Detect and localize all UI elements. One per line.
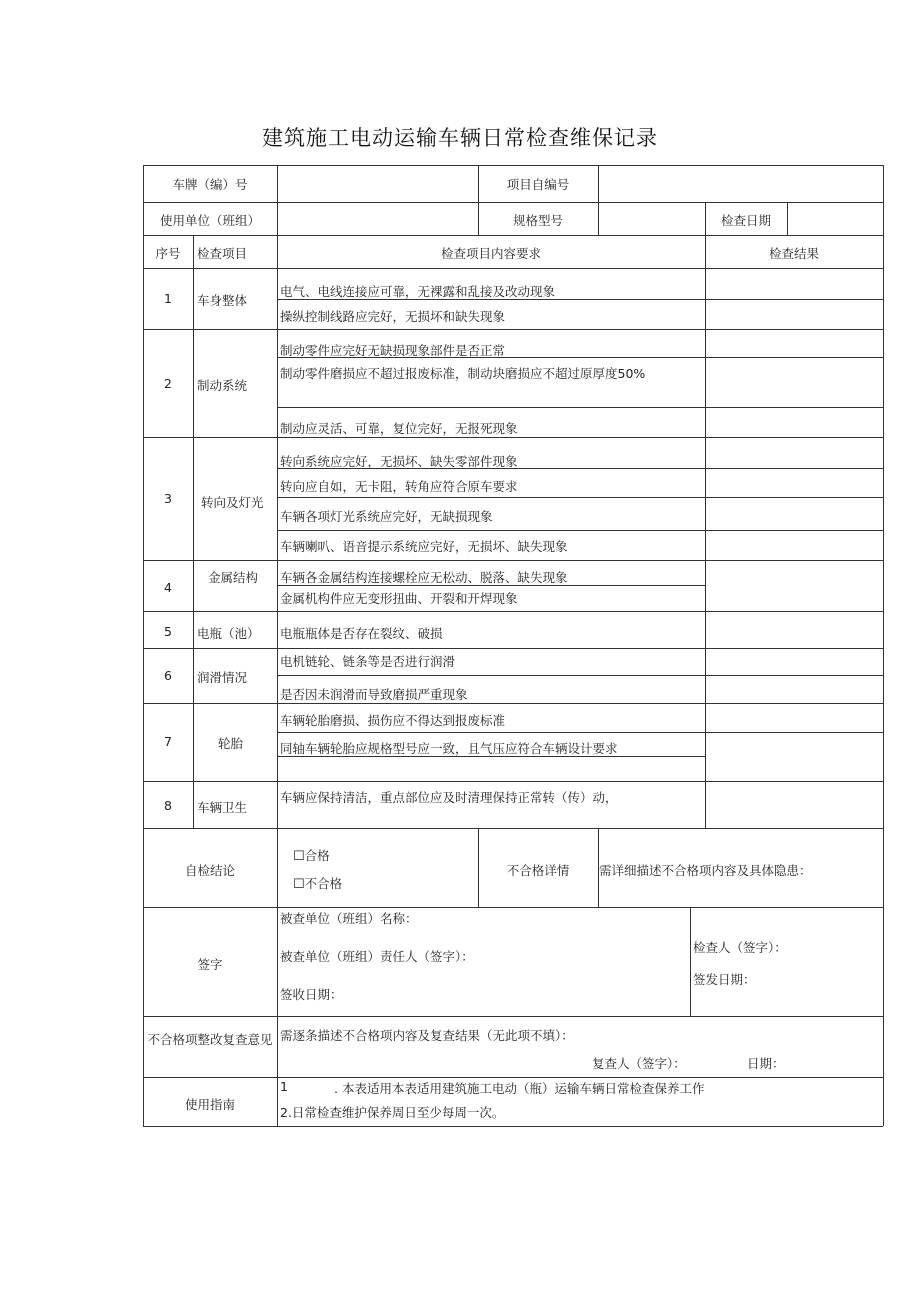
- col-seq: 序号: [155, 246, 181, 261]
- pass-option[interactable]: [293, 846, 330, 864]
- row-8-item: 车辆卫生: [197, 800, 248, 815]
- row-1-req-2: 操纵控制线路应完好，无损坏和缺失现象: [280, 309, 506, 324]
- rectify-reviewer: 复查人（签字）：: [592, 1056, 686, 1071]
- fail-label: 不合格: [304, 876, 343, 891]
- row-3-no: 3: [164, 491, 172, 506]
- plate-label: 车牌（编）号: [172, 177, 248, 192]
- pass-label: 合格: [304, 848, 330, 863]
- date-label: 检查日期: [720, 213, 771, 228]
- project-no-label: 项目自编号: [506, 177, 570, 192]
- row-1-item: 车身整体: [197, 293, 248, 308]
- row-2-req-2: 制动零件磨损应不超过报废标准，制动块磨损应不超过原厚度50%: [280, 366, 646, 381]
- sign-unit-leader: 被查单位（班组）责任人（签字）：: [280, 949, 474, 964]
- rectify-label: 不合格项整改复查意见: [147, 1032, 273, 1047]
- row-2-req-1: 制动零件应完好无缺损现象部件是否正常: [280, 343, 506, 358]
- sign-unit-name: 被查单位（班组）名称：: [280, 911, 418, 926]
- rectify-hint: 需逐条描述不合格项内容及复查结果（无此项不填）：: [280, 1028, 574, 1043]
- row-5-item: 电瓶（池）: [197, 626, 260, 641]
- row-4-no: 4: [164, 580, 172, 595]
- col-content: 检查项目内容要求: [440, 246, 541, 261]
- row-7-no: 7: [164, 734, 172, 749]
- row-6-no: 6: [164, 668, 172, 683]
- row-2-no: 2: [164, 376, 172, 391]
- row-1-req-1: 电气、电线连接应可靠，无裸露和乱接及改动现象: [280, 284, 556, 299]
- sign-label: 签字: [197, 957, 223, 972]
- col-result: 检查结果: [768, 246, 819, 261]
- row-6-req-1: 电机链轮、链条等是否进行润滑: [280, 654, 456, 669]
- pass-checkbox[interactable]: ☐: [293, 849, 305, 864]
- row-1-no: 1: [164, 291, 172, 306]
- unit-label: 使用单位（班组）: [159, 213, 260, 228]
- row-4-item: 金属结构: [208, 570, 259, 585]
- rectify-date: 日期：: [747, 1056, 785, 1071]
- guide-line1-no: 1: [280, 1079, 288, 1094]
- row-2-item: 制动系统: [197, 378, 248, 393]
- row-3-req-2: 转向应自如，无卡阻，转角应符合原车要求: [280, 479, 518, 494]
- fail-detail-label: 不合格详情: [506, 863, 570, 878]
- guide-line1: . 本表适用本表适用建筑施工电动（瓶）运输车辆日常检查保养工作: [334, 1081, 705, 1096]
- row-8-req-1: 车辆应保持清洁，重点部位应及时清理保持正常转（传）动，: [280, 790, 618, 805]
- row-5-req-1: 电瓶瓶体是否存在裂纹、破损: [280, 626, 443, 641]
- sign-issue-date: 签发日期：: [693, 972, 756, 987]
- fail-detail-hint: 需详细描述不合格项内容及具体隐患：: [599, 863, 812, 878]
- guide-line2: 2.日常检查维护保养周日至少每周一次。: [280, 1105, 505, 1120]
- fail-checkbox[interactable]: ☐: [293, 877, 305, 892]
- col-item: 检查项目: [197, 246, 248, 261]
- row-7-req-1: 车辆轮胎磨损、损伤应不得达到报废标准: [280, 713, 506, 728]
- row-3-req-4: 车辆喇叭、语音提示系统应完好，无损坏、缺失现象: [280, 539, 568, 554]
- row-8-no: 8: [164, 798, 172, 813]
- row-3-item: 转向及灯光: [201, 495, 264, 510]
- sign-inspector: 检查人（签字）：: [693, 940, 787, 955]
- page-title: 建筑施工电动运输车辆日常检查维保记录: [262, 126, 658, 150]
- fail-option[interactable]: [293, 874, 342, 892]
- row-4-req-2: 金属机构件应无变形扭曲、开裂和开焊现象: [280, 591, 518, 606]
- sign-receive-date: 签收日期：: [280, 987, 343, 1002]
- row-5-no: 5: [164, 624, 172, 639]
- row-4-req-1: 车辆各金属结构连接螺栓应无松动、脱落、缺失现象: [280, 570, 568, 585]
- guide-label: 使用指南: [184, 1097, 235, 1112]
- row-3-req-1: 转向系统应完好，无损坏、缺失零部件现象: [280, 454, 518, 469]
- row-6-req-2: 是否因未润滑而导致磨损严重现象: [280, 687, 468, 702]
- conclusion-label: 自检结论: [184, 863, 235, 878]
- row-7-req-2: 同轴车辆轮胎应规格型号应一致，且气压应符合车辆设计要求: [280, 741, 618, 756]
- row-7-item: 轮胎: [218, 736, 244, 751]
- row-6-item: 润滑情况: [197, 670, 248, 685]
- model-label: 规格型号: [512, 213, 563, 228]
- row-3-req-3: 车辆各项灯光系统应完好，无缺损现象: [280, 509, 493, 524]
- row-2-req-3: 制动应灵活、可靠，复位完好，无报死现象: [280, 421, 518, 436]
